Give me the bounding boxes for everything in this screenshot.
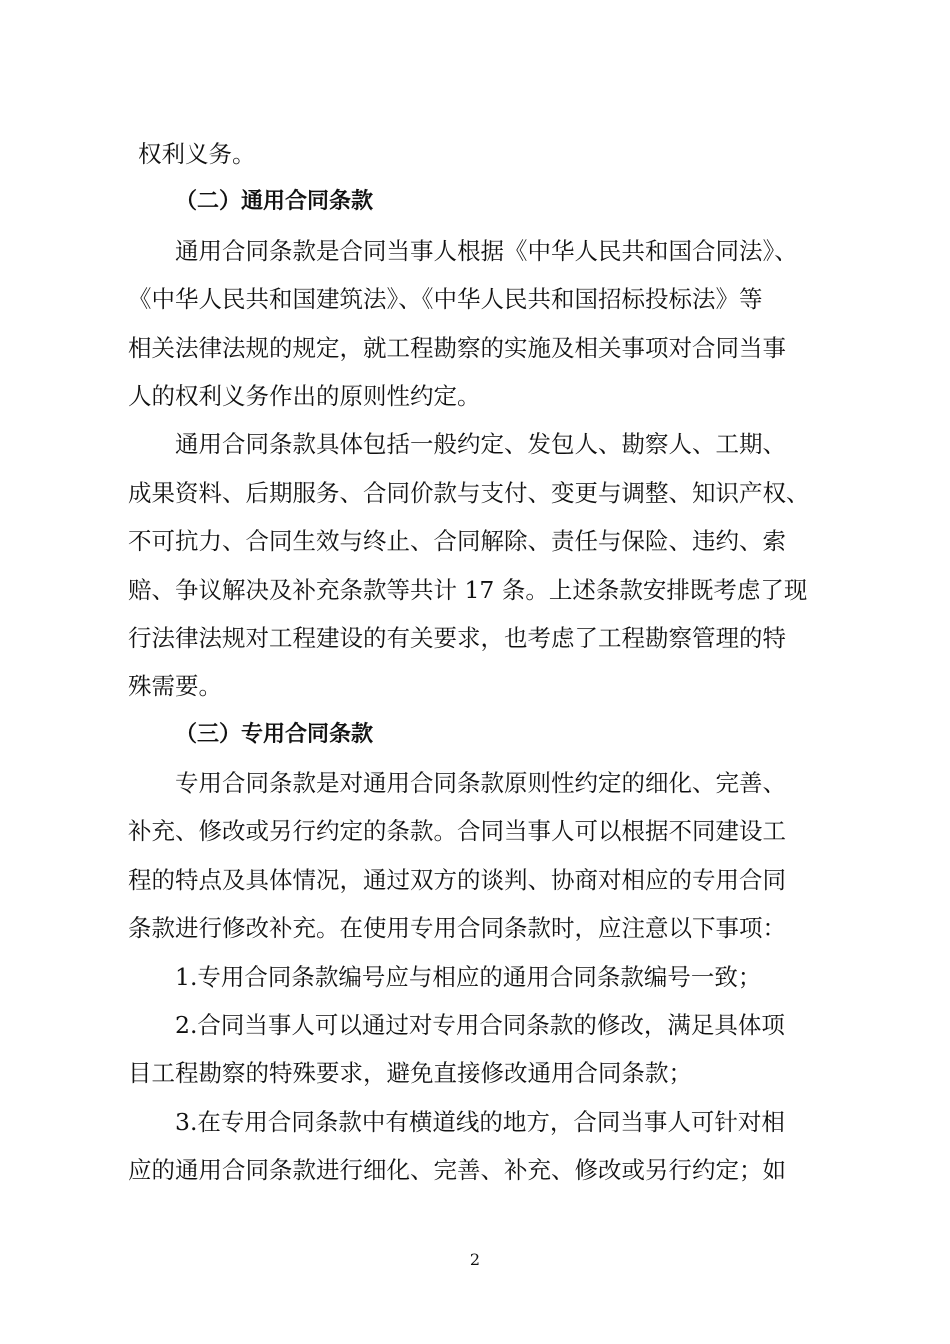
- text-line: 行法律法规对工程建设的有关要求，也考虑了工程勘察管理的特: [128, 623, 786, 652]
- text-line: 相关法律法规的规定，就工程勘察的实施及相关事项对合同当事: [128, 333, 786, 362]
- text-line: 成果资料、后期服务、合同价款与支付、变更与调整、知识产权、: [128, 478, 810, 507]
- text-line: 权利义务。: [138, 140, 256, 168]
- text-line: 通用合同条款是合同当事人根据《中华人民共和国合同法》、: [175, 236, 798, 265]
- text-line: 不可抗力、合同生效与终止、合同解除、责任与保险、违约、索: [128, 527, 786, 556]
- text-line: 条款进行修改补充。在使用专用合同条款时，应注意以下事项：: [128, 914, 786, 943]
- text-line: 补充、修改或另行约定的条款。合同当事人可以根据不同建设工: [128, 817, 786, 846]
- body-text: [128, 130, 828, 1195]
- text-line: 通用合同条款具体包括一般约定、发包人、勘察人、工期、: [175, 430, 786, 459]
- list-item: 1.专用合同条款编号应与相应的通用合同条款编号一致；: [175, 962, 762, 991]
- text-line: 专用合同条款是对通用合同条款原则性约定的细化、完善、: [175, 769, 786, 798]
- list-item: 2.合同当事人可以通过对专用合同条款的修改，满足具体项: [175, 1011, 785, 1040]
- page-number: 2: [469, 1250, 481, 1269]
- text-line: 赔、争议解决及补充条款等共计 17 条。上述条款安排既考虑了现: [128, 575, 808, 604]
- list-item: 3.在专用合同条款中有横道线的地方，合同当事人可针对相: [175, 1107, 785, 1136]
- text-line: 人的权利义务作出的原则性约定。: [128, 381, 481, 410]
- text-line: 《中华人民共和国建筑法》、《中华人民共和国招标投标法》等: [128, 285, 763, 314]
- text-line: 程的特点及具体情况，通过双方的谈判、协商对相应的专用合同: [128, 865, 786, 894]
- text-line: 目工程勘察的特殊要求，避免直接修改通用合同条款；: [128, 1059, 692, 1088]
- text-line: 应的通用合同条款进行细化、完善、补充、修改或另行约定；如: [128, 1156, 786, 1185]
- section-heading-special-terms: （三）专用合同条款: [175, 721, 374, 747]
- text-line: 殊需要。: [128, 672, 222, 701]
- section-heading-general-terms: （二）通用合同条款: [175, 189, 374, 215]
